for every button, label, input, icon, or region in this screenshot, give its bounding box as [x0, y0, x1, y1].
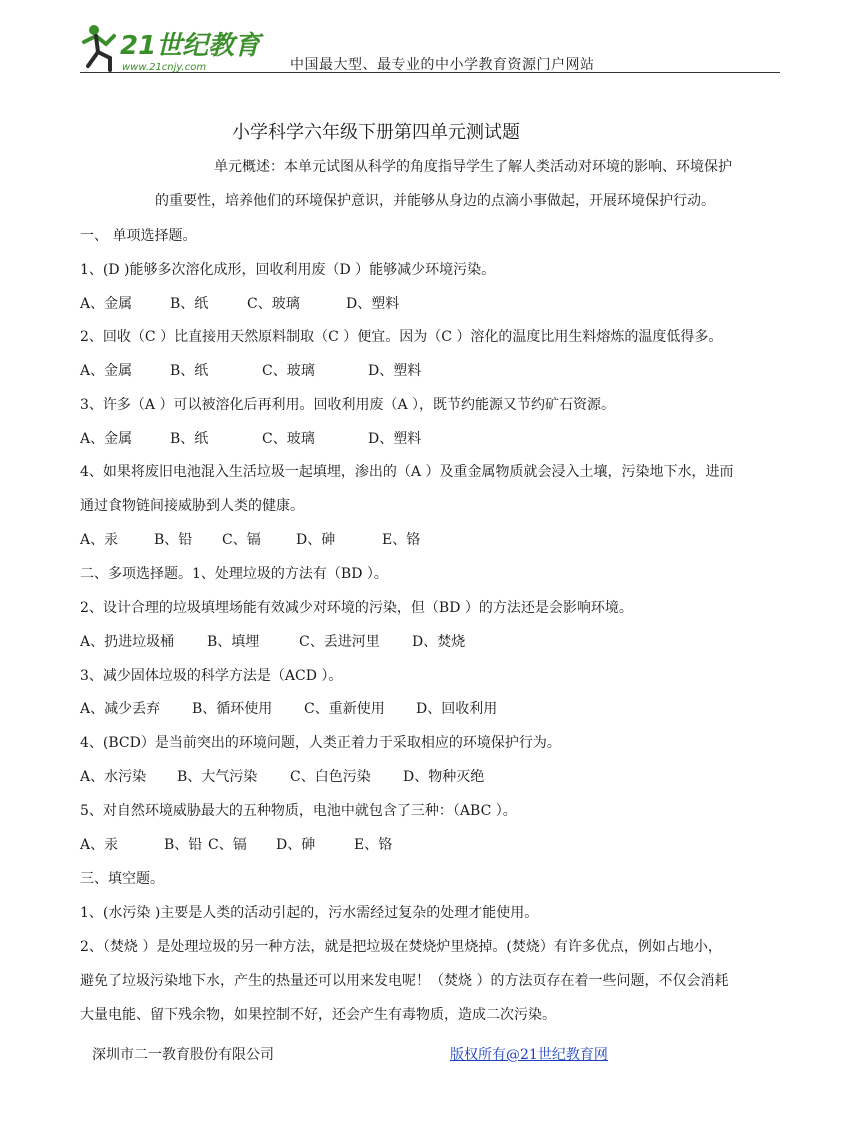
- option: A、扔进垃圾桶: [80, 634, 175, 650]
- multi-question-5-options: [80, 834, 785, 854]
- option: B、填埋: [207, 634, 260, 650]
- multi-question-3-options: [80, 698, 785, 718]
- question-1-options: [80, 293, 785, 313]
- multi-question-4: 4、(BCD）是当前突出的环境问题，人类正着力于采取相应的环境保护行为。: [80, 735, 561, 751]
- header-tagline: 中国最大型、最专业的中小学教育资源门户网站: [290, 57, 595, 73]
- header-divider: [80, 72, 780, 73]
- option: D、回收利用: [416, 701, 498, 717]
- footer-copyright-link[interactable]: 版权所有@21世纪教育网: [450, 1047, 608, 1063]
- multi-question-3: 3、减少固体垃圾的科学方法是（ACD ）。: [80, 668, 343, 684]
- question-2: 2、回收（C ）比直接用天然原料制取（C ）便宜。因为（C ）溶化的温度比用生料熔炼的温度低得多。: [80, 329, 723, 345]
- question-3: 3、许多（A ）可以被溶化后再利用。回收利用废（A ），既节约能源又节约矿石资源。: [80, 397, 616, 413]
- multi-question-2-options: [80, 631, 785, 651]
- fill-question-1: 1、(水污染 )主要是人类的活动引起的，污水需经过复杂的处理才能使用。: [80, 905, 539, 921]
- option: C、丢进河里: [299, 634, 380, 650]
- option: B、铅: [154, 532, 193, 548]
- option: B、大气污染: [177, 769, 258, 785]
- option: C、白色污染: [290, 769, 371, 785]
- logo-url: www.21cnjy.com: [122, 62, 207, 73]
- question-2-options: [80, 360, 785, 380]
- question-1: 1、(D )能够多次溶化成形，回收利用废（D ）能够减少环境污染。: [80, 262, 496, 278]
- page-header: [80, 22, 780, 76]
- option: A、水污染: [80, 769, 147, 785]
- fill-question-2-line-2: 避免了垃圾污染地下水，产生的热量还可以用来发电呢！（焚烧 ）的方法页存在着一些问题，不仅会消耗: [80, 973, 729, 989]
- option: C、玻璃: [247, 296, 300, 312]
- option: C、玻璃: [262, 363, 315, 379]
- overview-line-1: 单元概述：本单元试图从科学的角度指导学生了解人类活动对环境的影响、环境保护: [214, 159, 732, 175]
- option: D、物种灭绝: [403, 769, 485, 785]
- fill-question-2-line-3: 大量电能、留下残余物，如果控制不好，还会产生有毒物质，造成二次污染。: [80, 1007, 556, 1023]
- question-4-line-2: 通过食物链间接威胁到人类的健康。: [80, 498, 304, 514]
- option: D、塑料: [368, 363, 422, 379]
- option: D、焚烧: [412, 634, 466, 650]
- multi-question-5: 5、对自然环境威胁最大的五种物质，电池中就包含了三种：（ABC ）。: [80, 803, 517, 819]
- option: B、循环使用: [192, 701, 273, 717]
- overview-line-2: 的重要性，培养他们的环境保护意识，并能够从身边的点滴小事做起，开展环境保护行动。: [155, 193, 715, 209]
- option: A、金属: [80, 431, 133, 447]
- option: A、汞: [80, 532, 119, 548]
- multi-question-2: 2、设计合理的垃圾填埋场能有效减少对环境的污染，但（BD ）的方法还是会影响环境。: [80, 600, 633, 616]
- option: B、纸: [170, 431, 209, 447]
- fill-question-2-line-1: 2、（焚烧 ）是处理垃圾的另一种方法，就是把垃圾在焚烧炉里烧掉。(焚烧）有许多优点，例如占地小，: [80, 939, 722, 955]
- option: E、铬: [382, 532, 421, 548]
- option: B、纸: [170, 363, 209, 379]
- option: C、镉: [208, 837, 247, 853]
- option: D、塑料: [368, 431, 422, 447]
- section-heading-fill-in: 三、填空题。: [80, 871, 164, 887]
- logo[interactable]: [80, 22, 280, 76]
- logo-text: 21世纪教育: [120, 31, 261, 61]
- option: D、砷: [296, 532, 336, 548]
- section-heading-single-choice: 一、 单项选择题。: [80, 228, 197, 244]
- option: B、铅: [164, 837, 203, 853]
- option: E、铬: [354, 837, 393, 853]
- option: A、汞: [80, 837, 119, 853]
- multi-question-4-options: [80, 766, 785, 786]
- option: A、减少丢弃: [80, 701, 161, 717]
- section-heading-multiple-choice: 二、多项选择题。1、处理垃圾的方法有（BD ）。: [80, 566, 388, 582]
- option: A、金属: [80, 296, 133, 312]
- option: C、玻璃: [262, 431, 315, 447]
- footer-company: 深圳市二一教育股份有限公司: [92, 1047, 274, 1063]
- option: A、金属: [80, 363, 133, 379]
- question-3-options: [80, 428, 785, 448]
- option: D、塑料: [346, 296, 400, 312]
- option: C、镉: [222, 532, 261, 548]
- runner-icon: [84, 25, 114, 70]
- question-4-line-1: 4、如果将废旧电池混入生活垃圾一起填埋，渗出的（A ）及重金属物质就会浸入土壤，污染地下水，进而: [80, 464, 734, 480]
- page-title: 小学科学六年级下册第四单元测试题: [232, 122, 520, 143]
- option: D、砷: [276, 837, 316, 853]
- option: B、纸: [170, 296, 209, 312]
- option: C、重新使用: [304, 701, 385, 717]
- question-4-options: [80, 529, 785, 549]
